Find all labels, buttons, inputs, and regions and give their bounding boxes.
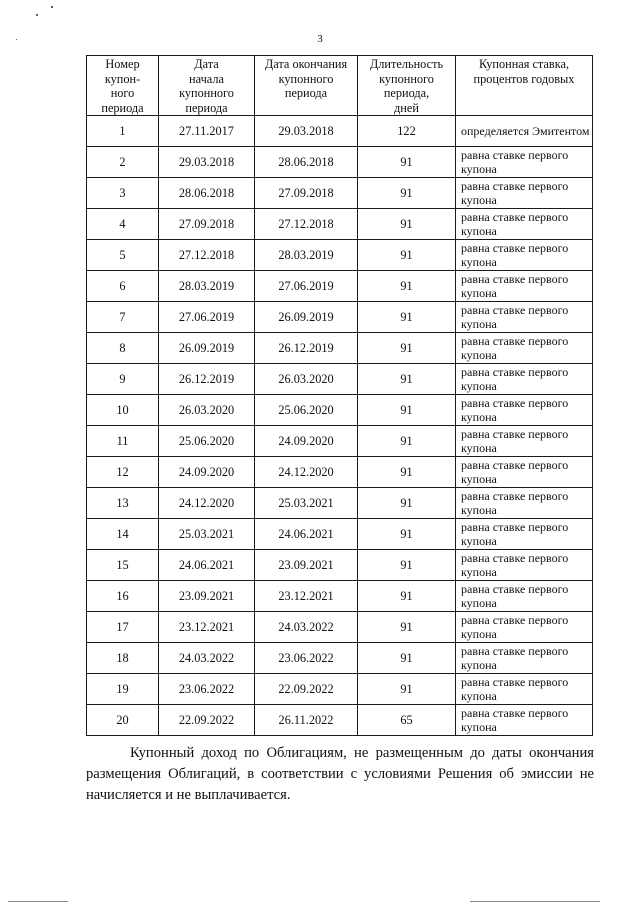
- footnote-paragraph: Купонный доход по Облигациям, не размещенным до даты окончания размещения Облигаций, в соответствии с условиями Решения об эмиссии не начисляется и не выплачивается.: [86, 745, 594, 803]
- end-date-cell: 23.06.2022: [255, 643, 358, 674]
- coupon-number-cell: 1: [87, 116, 159, 147]
- table-row: [87, 581, 593, 612]
- table-row: [87, 209, 593, 240]
- duration-cell: 91: [358, 178, 456, 209]
- table-row: [87, 488, 593, 519]
- coupon-number-cell: 9: [87, 364, 159, 395]
- duration-cell: 91: [358, 240, 456, 271]
- coupon-rate-cell: равна ставке первого купона: [456, 209, 593, 240]
- end-date-cell: 24.12.2020: [255, 457, 358, 488]
- duration-cell: 122: [358, 116, 456, 147]
- header-start-date: Дата начала купонного периода: [159, 56, 255, 116]
- start-date-cell: 26.09.2019: [159, 333, 255, 364]
- coupon-number-cell: 11: [87, 426, 159, 457]
- coupon-rate-cell: равна ставке первого купона: [456, 395, 593, 426]
- start-date-cell: 27.11.2017: [159, 116, 255, 147]
- coupon-number-cell: 14: [87, 519, 159, 550]
- table-row: [87, 178, 593, 209]
- duration-cell: 91: [358, 333, 456, 364]
- duration-cell: 91: [358, 147, 456, 178]
- duration-cell: 91: [358, 674, 456, 705]
- coupon-rate-cell: равна ставке первого купона: [456, 302, 593, 333]
- coupon-number-cell: 10: [87, 395, 159, 426]
- header-coupon-number: Номер купон- ного периода: [87, 56, 159, 116]
- start-date-cell: 24.12.2020: [159, 488, 255, 519]
- end-date-cell: 28.06.2018: [255, 147, 358, 178]
- coupon-rate-cell: равна ставке первого купона: [456, 581, 593, 612]
- duration-cell: 91: [358, 364, 456, 395]
- scan-speck: [51, 6, 53, 8]
- page-number: 3: [317, 33, 323, 45]
- coupon-number-cell: 7: [87, 302, 159, 333]
- coupon-rate-cell: равна ставке первого купона: [456, 333, 593, 364]
- end-date-cell: 24.09.2020: [255, 426, 358, 457]
- table-row: [87, 147, 593, 178]
- coupon-rate-cell: равна ставке первого купона: [456, 178, 593, 209]
- coupon-number-cell: 2: [87, 147, 159, 178]
- coupon-number-cell: 18: [87, 643, 159, 674]
- duration-cell: 91: [358, 395, 456, 426]
- duration-cell: 91: [358, 643, 456, 674]
- coupon-number-cell: 8: [87, 333, 159, 364]
- coupon-rate-cell: равна ставке первого купона: [456, 240, 593, 271]
- table-row: [87, 271, 593, 302]
- start-date-cell: 26.12.2019: [159, 364, 255, 395]
- coupon-number-cell: 6: [87, 271, 159, 302]
- end-date-cell: 26.09.2019: [255, 302, 358, 333]
- start-date-cell: 24.06.2021: [159, 550, 255, 581]
- coupon-rate-cell: равна ставке первого купона: [456, 705, 593, 736]
- start-date-cell: 24.09.2020: [159, 457, 255, 488]
- coupon-number-cell: 3: [87, 178, 159, 209]
- table-row: [87, 643, 593, 674]
- coupon-rate-cell: равна ставке первого купона: [456, 550, 593, 581]
- table-row: [87, 240, 593, 271]
- duration-cell: 91: [358, 457, 456, 488]
- coupon-number-cell: 4: [87, 209, 159, 240]
- end-date-cell: 27.09.2018: [255, 178, 358, 209]
- end-date-cell: 26.03.2020: [255, 364, 358, 395]
- coupon-rate-cell: равна ставке первого купона: [456, 147, 593, 178]
- coupon-number-cell: 17: [87, 612, 159, 643]
- end-date-cell: 24.03.2022: [255, 612, 358, 643]
- table-row: [87, 674, 593, 705]
- coupon-number-cell: 13: [87, 488, 159, 519]
- end-date-cell: 25.06.2020: [255, 395, 358, 426]
- coupon-rate-cell: равна ставке первого купона: [456, 271, 593, 302]
- coupon-rate-cell: равна ставке первого купона: [456, 457, 593, 488]
- duration-cell: 91: [358, 271, 456, 302]
- coupon-rate-cell: равна ставке первого купона: [456, 612, 593, 643]
- start-date-cell: 28.03.2019: [159, 271, 255, 302]
- start-date-cell: 24.03.2022: [159, 643, 255, 674]
- table-row: [87, 395, 593, 426]
- table-row: [87, 519, 593, 550]
- coupon-rate-cell: определяется Эмитентом: [456, 116, 593, 147]
- end-date-cell: 27.06.2019: [255, 271, 358, 302]
- table-row: [87, 612, 593, 643]
- end-date-cell: 23.12.2021: [255, 581, 358, 612]
- coupon-number-cell: 12: [87, 457, 159, 488]
- start-date-cell: 23.09.2021: [159, 581, 255, 612]
- table-row: [87, 333, 593, 364]
- coupon-number-cell: 20: [87, 705, 159, 736]
- duration-cell: 91: [358, 426, 456, 457]
- coupon-rate-cell: равна ставке первого купона: [456, 364, 593, 395]
- start-date-cell: 25.03.2021: [159, 519, 255, 550]
- coupon-rate-cell: равна ставке первого купона: [456, 426, 593, 457]
- coupon-schedule-table: [86, 55, 593, 736]
- header-coupon-rate: Купонная ставка, процентов годовых: [456, 56, 593, 116]
- end-date-cell: 26.11.2022: [255, 705, 358, 736]
- start-date-cell: 27.09.2018: [159, 209, 255, 240]
- table-header-row: [87, 56, 593, 116]
- end-date-cell: 28.03.2019: [255, 240, 358, 271]
- coupon-number-cell: 5: [87, 240, 159, 271]
- table-row: [87, 116, 593, 147]
- table-row: [87, 550, 593, 581]
- scan-speck: [36, 14, 38, 16]
- end-date-cell: 25.03.2021: [255, 488, 358, 519]
- start-date-cell: 26.03.2020: [159, 395, 255, 426]
- end-date-cell: 22.09.2022: [255, 674, 358, 705]
- table-row: [87, 302, 593, 333]
- start-date-cell: 22.09.2022: [159, 705, 255, 736]
- coupon-rate-cell: равна ставке первого купона: [456, 519, 593, 550]
- start-date-cell: 28.06.2018: [159, 178, 255, 209]
- end-date-cell: 23.09.2021: [255, 550, 358, 581]
- duration-cell: 91: [358, 302, 456, 333]
- header-duration: Длительность купонного периода, дней: [358, 56, 456, 116]
- duration-cell: 91: [358, 612, 456, 643]
- table-row: [87, 457, 593, 488]
- duration-cell: 91: [358, 488, 456, 519]
- start-date-cell: 23.12.2021: [159, 612, 255, 643]
- coupon-rate-cell: равна ставке первого купона: [456, 643, 593, 674]
- table-row: [87, 364, 593, 395]
- duration-cell: 65: [358, 705, 456, 736]
- duration-cell: 91: [358, 519, 456, 550]
- table-row: [87, 426, 593, 457]
- end-date-cell: 29.03.2018: [255, 116, 358, 147]
- start-date-cell: 29.03.2018: [159, 147, 255, 178]
- scan-edge-line: [470, 901, 600, 902]
- start-date-cell: 23.06.2022: [159, 674, 255, 705]
- end-date-cell: 26.12.2019: [255, 333, 358, 364]
- duration-cell: 91: [358, 581, 456, 612]
- coupon-number-cell: 15: [87, 550, 159, 581]
- duration-cell: 91: [358, 209, 456, 240]
- start-date-cell: 27.06.2019: [159, 302, 255, 333]
- end-date-cell: 27.12.2018: [255, 209, 358, 240]
- coupon-rate-cell: равна ставке первого купона: [456, 674, 593, 705]
- coupon-number-cell: 16: [87, 581, 159, 612]
- scan-edge-line: [8, 901, 68, 902]
- end-date-cell: 24.06.2021: [255, 519, 358, 550]
- start-date-cell: 25.06.2020: [159, 426, 255, 457]
- start-date-cell: 27.12.2018: [159, 240, 255, 271]
- header-end-date: Дата окончания купонного периода: [255, 56, 358, 116]
- coupon-rate-cell: равна ставке первого купона: [456, 488, 593, 519]
- table-body: [87, 116, 593, 736]
- duration-cell: 91: [358, 550, 456, 581]
- table-row: [87, 705, 593, 736]
- coupon-number-cell: 19: [87, 674, 159, 705]
